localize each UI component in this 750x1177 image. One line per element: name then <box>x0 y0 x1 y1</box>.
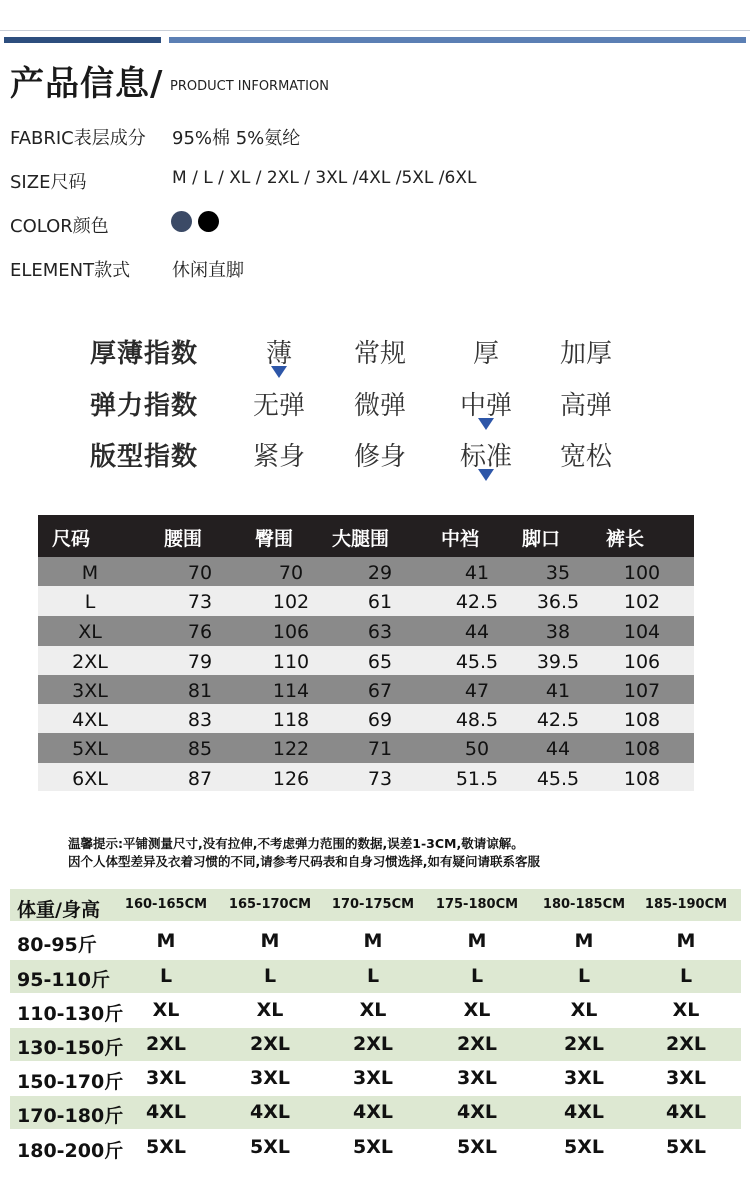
fabric-label: FABRIC表层成分 <box>10 128 146 149</box>
size-table-cell: 108 <box>623 738 661 760</box>
element-label: ELEMENT款式 <box>10 260 131 281</box>
size-table-cell: 67 <box>367 680 393 702</box>
notice-line-2: 因个人体型差异及衣着习惯的不同,请参考尺码表和自身习惯选择,如有疑问请联系客服 <box>68 854 540 869</box>
weight-table-size-cell: XL <box>152 999 180 1021</box>
weight-table-size-cell: XL <box>359 999 387 1021</box>
weight-table-size-cell: 4XL <box>564 1101 604 1123</box>
size-table-cell: 118 <box>272 709 310 731</box>
top-divider <box>0 30 750 31</box>
weight-table-weight-cell: 95-110斤 <box>17 969 110 991</box>
size-label: SIZE尺码 <box>10 172 87 193</box>
size-table-cell: 102 <box>623 591 661 613</box>
selected-arrow-icon <box>478 418 494 430</box>
size-table-cell: 29 <box>367 562 393 584</box>
weight-table-size-cell: L <box>679 965 693 987</box>
size-table-cell: 114 <box>272 680 310 702</box>
size-table-cell: 83 <box>187 709 213 731</box>
size-table-cell: 4XL <box>72 709 108 731</box>
size-table-cell: 42.5 <box>455 591 499 613</box>
weight-table-corner: 体重/身高 <box>17 899 100 921</box>
weight-table-size-cell: 2XL <box>146 1033 186 1055</box>
size-table-cell: L <box>84 591 96 613</box>
size-table-cell: 76 <box>187 621 213 643</box>
weight-table-size-cell: M <box>156 930 176 952</box>
section-title-en: PRODUCT INFORMATION <box>170 79 329 94</box>
size-table-cell: 70 <box>278 562 304 584</box>
size-table-cell: 85 <box>187 738 213 760</box>
index-option: 厚 <box>472 339 499 369</box>
size-table-cell: 81 <box>187 680 213 702</box>
header-accent-bar-light <box>169 37 746 43</box>
size-table-cell: 102 <box>272 591 310 613</box>
size-table-cell: 107 <box>623 680 661 702</box>
weight-table-size-cell: 3XL <box>250 1067 290 1089</box>
weight-table-size-cell: 3XL <box>564 1067 604 1089</box>
size-table-cell: 108 <box>623 709 661 731</box>
weight-table-size-cell: XL <box>256 999 284 1021</box>
index-option: 高弹 <box>559 391 612 421</box>
weight-table-size-cell: 3XL <box>353 1067 393 1089</box>
weight-table-size-cell: L <box>263 965 277 987</box>
size-table-cell: 104 <box>623 621 661 643</box>
size-table-cell: 38 <box>545 621 571 643</box>
weight-table-size-cell: XL <box>463 999 491 1021</box>
weight-table-height-cell: 180-185CM <box>542 897 626 912</box>
index-option: 无弹 <box>252 391 305 421</box>
size-table-cell: 47 <box>464 680 490 702</box>
size-table-header-cell: 大腿围 <box>332 528 390 550</box>
size-table-cell: 42.5 <box>536 709 580 731</box>
size-table-cell: 87 <box>187 768 213 790</box>
size-table-cell: 48.5 <box>455 709 499 731</box>
weight-table-height-cell: 170-175CM <box>331 897 415 912</box>
weight-table-size-cell: M <box>676 930 696 952</box>
size-table-header-cell: 尺码 <box>52 528 91 550</box>
size-table-header-cell: 脚口 <box>522 528 561 550</box>
size-table-cell: 79 <box>187 651 213 673</box>
index-option: 标准 <box>459 442 512 472</box>
color-swatch-navy <box>171 211 192 232</box>
size-table-cell: 106 <box>272 621 310 643</box>
fabric-value: 95%棉 5%氨纶 <box>172 128 301 149</box>
size-table-header-cell: 中裆 <box>441 528 480 550</box>
weight-table-size-cell: L <box>159 965 173 987</box>
weight-table-size-cell: XL <box>570 999 598 1021</box>
weight-table-size-cell: 3XL <box>457 1067 497 1089</box>
weight-table-size-cell: M <box>260 930 280 952</box>
size-table-cell: 3XL <box>72 680 108 702</box>
weight-table-size-cell: L <box>577 965 591 987</box>
index-option: 宽松 <box>559 442 612 472</box>
size-table-cell: 45.5 <box>536 768 580 790</box>
weight-table-size-cell: 5XL <box>353 1136 393 1158</box>
weight-table-size-cell: 2XL <box>564 1033 604 1055</box>
size-table-cell: 44 <box>464 621 490 643</box>
weight-table-height-cell: 175-180CM <box>435 897 519 912</box>
size-table-cell: 122 <box>272 738 310 760</box>
size-table-cell: 39.5 <box>536 651 580 673</box>
size-value: M / L / XL / 2XL / 3XL /4XL /5XL /6XL <box>172 168 477 188</box>
weight-table-size-cell: M <box>574 930 594 952</box>
weight-table-weight-cell: 170-180斤 <box>17 1105 124 1127</box>
weight-table-size-cell: L <box>470 965 484 987</box>
weight-table-size-cell: 2XL <box>666 1033 706 1055</box>
index-option: 加厚 <box>559 339 612 369</box>
weight-table-size-cell: 5XL <box>457 1136 497 1158</box>
index-label: 弹力指数 <box>90 391 199 421</box>
size-table-cell: 35 <box>545 562 571 584</box>
size-table-cell: 44 <box>545 738 571 760</box>
index-option: 紧身 <box>252 442 305 472</box>
size-table-cell: 41 <box>545 680 571 702</box>
size-table-cell: 110 <box>272 651 310 673</box>
size-table-cell: 126 <box>272 768 310 790</box>
size-table-cell: 106 <box>623 651 661 673</box>
index-option: 常规 <box>353 339 406 369</box>
size-table-cell: 71 <box>367 738 393 760</box>
weight-table-weight-cell: 130-150斤 <box>17 1037 124 1059</box>
weight-table-size-cell: 4XL <box>666 1101 706 1123</box>
weight-table-height-cell: 160-165CM <box>124 897 208 912</box>
index-option: 修身 <box>353 442 406 472</box>
size-table-cell: 2XL <box>72 651 108 673</box>
size-table-cell: 108 <box>623 768 661 790</box>
selected-arrow-icon <box>271 366 287 378</box>
weight-table-size-cell: 4XL <box>146 1101 186 1123</box>
size-table-cell: 100 <box>623 562 661 584</box>
size-table-cell: 41 <box>464 562 490 584</box>
weight-table-size-cell: 2XL <box>250 1033 290 1055</box>
size-table-cell: XL <box>78 621 102 643</box>
weight-table-size-cell: 4XL <box>250 1101 290 1123</box>
size-table-cell: 6XL <box>72 768 108 790</box>
index-option: 中弹 <box>459 391 512 421</box>
weight-table-size-cell: 3XL <box>666 1067 706 1089</box>
size-table-header-cell: 臀围 <box>255 528 294 550</box>
size-table-cell: 69 <box>367 709 393 731</box>
index-label: 厚薄指数 <box>90 339 199 369</box>
selected-arrow-icon <box>478 469 494 481</box>
weight-table-size-cell: L <box>366 965 380 987</box>
size-table-cell: 50 <box>464 738 490 760</box>
weight-table-weight-cell: 110-130斤 <box>17 1003 124 1025</box>
weight-table-size-cell: 5XL <box>564 1136 604 1158</box>
index-option: 薄 <box>265 339 292 369</box>
size-table-cell: 73 <box>187 591 213 613</box>
weight-table-weight-cell: 80-95斤 <box>17 934 97 956</box>
weight-table-size-cell: 5XL <box>146 1136 186 1158</box>
size-table-cell: 61 <box>367 591 393 613</box>
size-table-cell: 63 <box>367 621 393 643</box>
weight-table-size-cell: 2XL <box>457 1033 497 1055</box>
weight-table-size-cell: 4XL <box>353 1101 393 1123</box>
index-option: 微弹 <box>353 391 406 421</box>
weight-table-height-cell: 185-190CM <box>644 897 728 912</box>
weight-table-size-cell: 5XL <box>250 1136 290 1158</box>
header-accent-bar-dark <box>4 37 161 43</box>
weight-table-size-cell: 3XL <box>146 1067 186 1089</box>
size-table-cell: 70 <box>187 562 213 584</box>
size-table-cell: M <box>81 562 99 584</box>
index-label: 版型指数 <box>90 442 199 472</box>
size-table-cell: 5XL <box>72 738 108 760</box>
color-swatch-black <box>198 211 219 232</box>
weight-table-weight-cell: 150-170斤 <box>17 1071 124 1093</box>
section-title-cn: 产品信息/ <box>10 64 164 104</box>
size-table-cell: 51.5 <box>455 768 499 790</box>
notice-line-1: 温馨提示:平铺测量尺寸,没有拉伸,不考虑弹力范围的数据,误差1-3CM,敬请谅解。 <box>68 836 524 851</box>
color-label: COLOR颜色 <box>10 216 109 237</box>
weight-table-size-cell: M <box>467 930 487 952</box>
size-table-cell: 36.5 <box>536 591 580 613</box>
weight-table-weight-cell: 180-200斤 <box>17 1140 124 1162</box>
element-value: 休闲直脚 <box>172 260 244 281</box>
size-table-cell: 45.5 <box>455 651 499 673</box>
weight-table-size-cell: 2XL <box>353 1033 393 1055</box>
size-table-cell: 73 <box>367 768 393 790</box>
weight-table-size-cell: M <box>363 930 383 952</box>
size-table-cell: 65 <box>367 651 393 673</box>
weight-table-size-cell: 4XL <box>457 1101 497 1123</box>
weight-table-size-cell: XL <box>672 999 700 1021</box>
size-table-header-cell: 腰围 <box>164 528 203 550</box>
weight-table-size-cell: 5XL <box>666 1136 706 1158</box>
size-table-header-cell: 裤长 <box>606 528 645 550</box>
weight-table-height-cell: 165-170CM <box>228 897 312 912</box>
